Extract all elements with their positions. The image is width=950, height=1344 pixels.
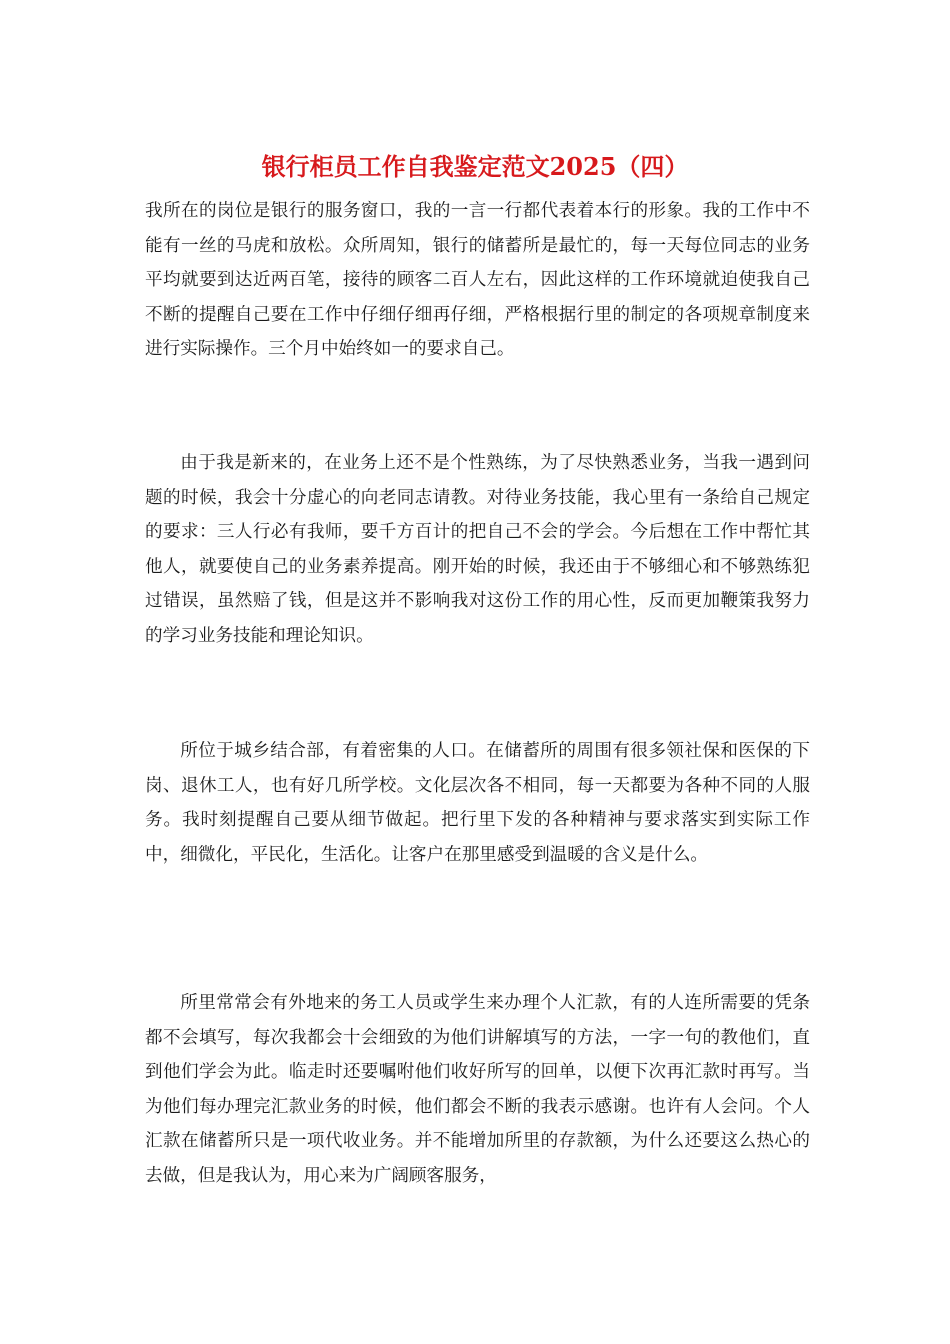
paragraph-1: 我所在的岗位是银行的服务窗口，我的一言一行都代表着本行的形象。我的工作中不能有一丝的马虎和放松。众所周知，银行的储蓄所是最忙的，每一天每位同志的业务平均就要到达近两百笔，接待的顾客二百人左右，因此这样的工作环境就迫使我自己不断的提醒自己要在工作中仔细仔细再仔细，严格根据行里的制定的各项规章制度来进行实际操作。三个月中始终如一的要求自己。 (145, 201, 810, 359)
paragraph-2: 由于我是新来的，在业务上还不是个性熟练，为了尽快熟悉业务，当我一遇到问题的时候，我会十分虚心的向老同志请教。对待业务技能，我心里有一条给自己规定的要求：三人行必有我师，要千方百计的把自己不会的学会。今后想在工作中帮忙其他人，就要使自己的业务素养提高。刚开始的时候，我还由于不够细心和不够熟练犯过错误，虽然赔了钱，但是这并不影响我对这份工作的用心性，反而更加鞭策我努力的学习业务技能和理论知识。 (145, 453, 810, 646)
paragraph-3: 所位于城乡结合部，有着密集的人口。在储蓄所的周围有很多领社保和医保的下岗、退休工人，也有好几所学校。文化层次各不相同，每一天都要为各种不同的人服务。我时刻提醒自己要从细节做起。把行里下发的各种精神与要求落实到实际工作中，细微化，平民化，生活化。让客户在那里感受到温暖的含义是什么。 (145, 741, 810, 865)
paragraph-4: 所里常常会有外地来的务工人员或学生来办理个人汇款，有的人连所需要的凭条都不会填写，每次我都会十会细致的为他们讲解填写的方法，一字一句的教他们，直到他们学会为此。临走时还要嘱咐他们收好所写的回单，以便下次再汇款时再写。当为他们每办理完汇款业务的时候，他们都会不断的我表示感谢。也许有人会问。个人汇款在储蓄所只是一项代收业务。并不能增加所里的存款额，为什么还要这么热心的去做，但是我认为，用心来为广阔顾客服务， (145, 993, 810, 1186)
document-title: 银行柜员工作自我鉴定范文2025（四） (261, 152, 689, 181)
